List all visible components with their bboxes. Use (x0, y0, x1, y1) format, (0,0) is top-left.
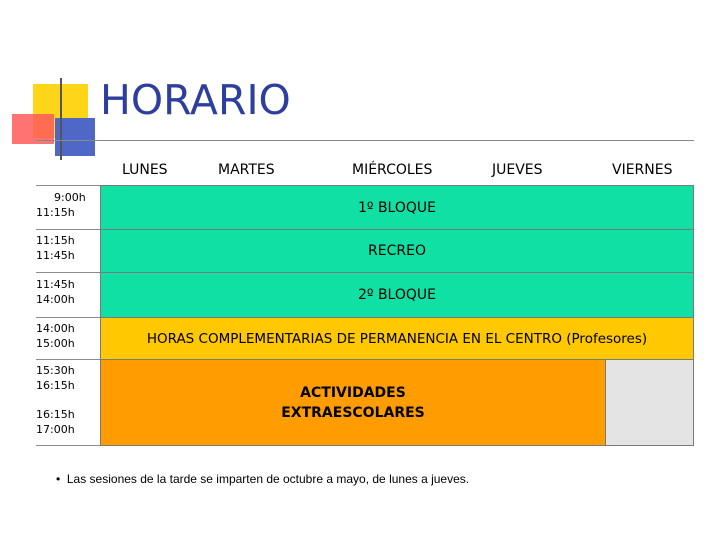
grid-line (36, 272, 100, 273)
time-slot-4: 14:00h 15:00h (36, 322, 75, 350)
block-2-label: 2º BLOQUE (358, 287, 436, 303)
complementary-hours-cell (100, 317, 694, 360)
time-slot-6: 16:15h 17:00h (36, 408, 75, 436)
recreo-label: RECREO (368, 243, 426, 259)
recreo-cell (100, 229, 694, 273)
time-slot-3: 11:45h 14:00h (36, 278, 75, 306)
decorative-vertical-line (60, 78, 62, 160)
footnote (56, 472, 469, 486)
extracurricular-cell (100, 359, 606, 446)
complementary-hours-label: HORAS COMPLEMENTARIAS DE PERMANENCIA EN EL CENTRO (Profesores) (146, 330, 648, 347)
grid-line (36, 359, 100, 360)
block-1-label: 1º BLOQUE (358, 199, 436, 216)
extracurricular-label-line2: EXTRAESCOLARES (281, 404, 425, 421)
time-slot-2: 11:15h 11:45h (36, 234, 75, 262)
time-slot-5: 15:30h 16:15h (36, 364, 75, 392)
grid-line (36, 317, 100, 318)
day-header-martes: MARTES (218, 162, 275, 178)
day-header-jueves: JUEVES (492, 162, 543, 178)
friday-afternoon-cell (605, 359, 694, 446)
footnote-text: Las sesiones de la tarde se imparten de octubre a mayo, de lunes a jueves. (66, 472, 470, 486)
block-2-cell (100, 272, 694, 318)
grid-line (36, 229, 100, 230)
day-header-viernes: VIERNES (612, 162, 673, 178)
bullet-icon: • (56, 472, 67, 486)
block-1-cell (100, 185, 694, 230)
extracurricular-label-line1: ACTIVIDADES (300, 384, 406, 401)
time-slot-1: 9:00h 11:15h (36, 191, 86, 219)
page-title: HORARIO (100, 76, 291, 124)
title-underline (36, 140, 694, 141)
day-header-miercoles: MIÉRCOLES (352, 162, 433, 178)
day-header-lunes: LUNES (122, 162, 168, 178)
